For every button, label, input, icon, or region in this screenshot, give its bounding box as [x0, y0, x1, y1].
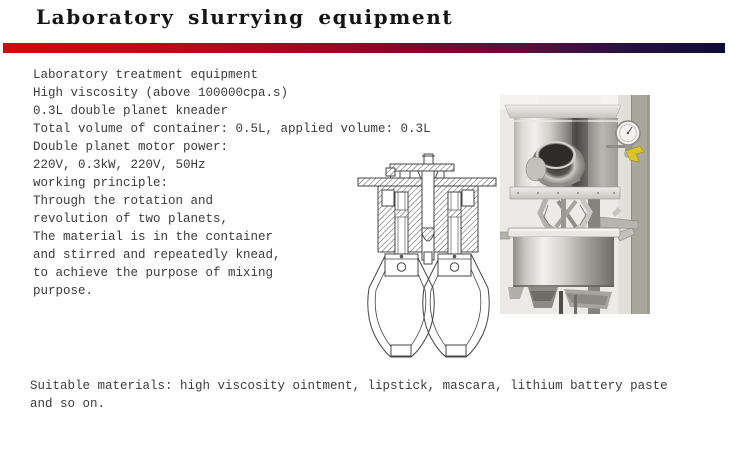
text-line: Suitable materials: high viscosity ointment, lipstick, mascara, lithium battery paste: [30, 379, 668, 393]
text-line: Double planet motor power:: [33, 140, 229, 154]
text-line: High viscosity (above 100000cpa.s): [33, 86, 289, 100]
blade-left: [368, 254, 434, 357]
text-line: and stirred and repeatedly knead,: [33, 248, 281, 262]
text-line: working principle:: [33, 176, 169, 190]
text-line: 0.3L double planet kneader: [33, 104, 229, 118]
text-line: Through the rotation and: [33, 194, 214, 208]
blade-right: [423, 254, 489, 357]
drum-head: [505, 95, 621, 199]
text-line: The material is in the container: [33, 230, 274, 244]
kneader-cross-section-diagram: [338, 148, 506, 370]
text-line: Laboratory treatment equipment: [33, 68, 259, 82]
text-line: and so on.: [30, 397, 106, 411]
gearbox-left: [378, 186, 422, 254]
text-line: purpose.: [33, 284, 94, 298]
page-title: Laboratory slurrying equipment: [36, 5, 454, 29]
text-line: 220V, 0.3kW, 220V, 50Hz: [33, 158, 206, 172]
text-line: to achieve the purpose of mixing: [33, 266, 274, 280]
title-divider-bar: [3, 43, 725, 53]
equipment-photo: [500, 95, 650, 314]
suitable-materials-text: [30, 377, 668, 413]
text-line: Total volume of container: 0.5L, applied volume: 0.3L: [33, 122, 431, 136]
gearbox-right: [434, 186, 478, 254]
text-line: revolution of two planets,: [33, 212, 229, 226]
